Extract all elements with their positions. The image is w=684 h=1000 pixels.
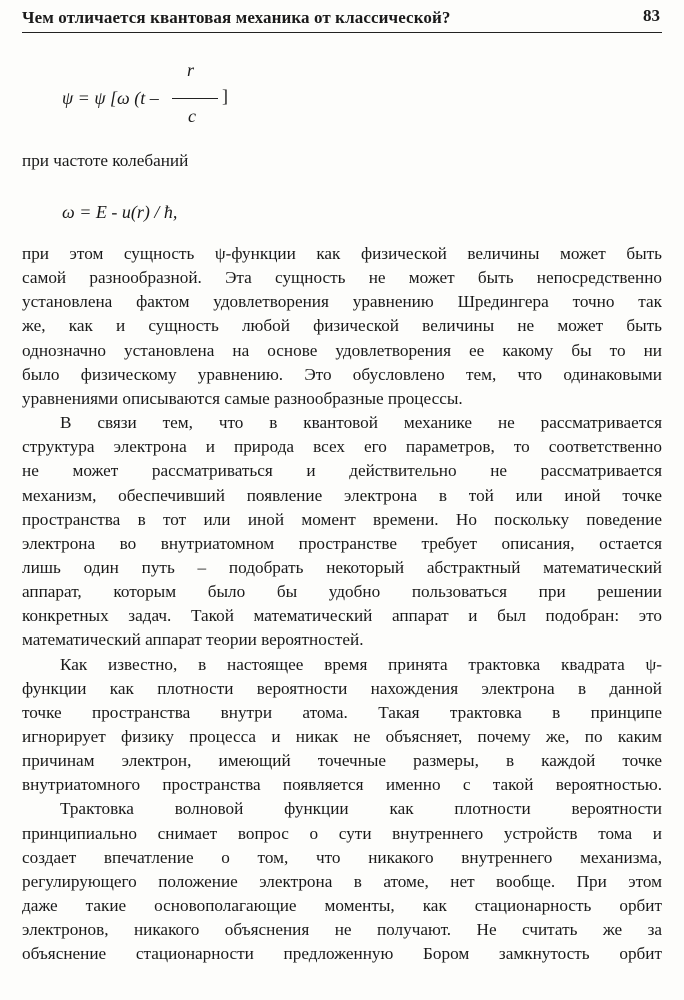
formula1-main: ψ = ψ [ω (t – — [62, 88, 159, 108]
text-line: причинам электрон, имеющий точечные размеры, в каждой точке — [22, 751, 662, 771]
text-line: электронов, никакого объяснения не получают. Не считать же за — [22, 920, 662, 940]
text-line: принципиально снимает вопрос о сути внутреннего устройств тома и — [22, 823, 662, 843]
text-line: было физическому уравнению. Это обусловлено тем, что одинаковыми — [22, 364, 662, 384]
text-line: механизм, обеспечивший появление электрона в той или иной точке — [22, 485, 662, 505]
formula2: ω = E - u(r) / ħ, — [62, 202, 178, 222]
text-line: лишь один путь – подобрать некоторый абстрактный математический — [22, 557, 662, 577]
text-line: аппарат, которым было бы удобно пользоваться при решении — [22, 582, 662, 602]
text-line: не может рассматриваться и действительно не рассматривается — [22, 461, 662, 481]
text-line: установлена фактом удовлетворения уравнению Шредингера точно так — [22, 292, 662, 312]
text-line: при этом сущность ψ-функции как физической величины может быть — [22, 244, 662, 263]
text-line: создает впечатление о том, что никакого внутреннего механизма, — [22, 847, 662, 867]
chapter-title: Чем отличается квантовая механика от классической? — [22, 8, 451, 27]
intro-line: при частоте колебаний — [22, 151, 189, 170]
text-line: конкретных задач. Такой математический аппарат и был подобран: это — [22, 606, 662, 626]
formula1-numerator: r — [187, 60, 195, 80]
page-number: 83 — [643, 6, 660, 25]
formula1-close-bracket: ] — [222, 86, 228, 106]
formula1-denominator: c — [188, 106, 196, 126]
text-line: В связи тем, что в квантовой механике не рассматривается — [60, 413, 662, 433]
text-line: электрона во внутриатомном пространстве требует описания, остается — [22, 533, 662, 553]
text-line: самой разнообразной. Эта сущность не может быть непосредственно — [22, 268, 662, 288]
header-rule — [22, 32, 662, 33]
text-line: Трактовка волновой функции как плотности вероятности — [60, 799, 662, 819]
text-line: внутриатомного пространства появляется именно с такой вероятностью. — [22, 775, 662, 795]
text-line: уравнениями описываются самые разнообразные процессы. — [22, 388, 463, 408]
text-line: объяснение стационарности предложенную Бором замкнутость орбит — [22, 944, 662, 964]
text-line: пространства в тот или иной момент времени. Но поскольку поведение — [22, 509, 662, 529]
text-line: структура электрона и природа всех его параметров, то соответственно — [22, 437, 662, 457]
text-line: Как известно, в настоящее время принята трактовка квадрата ψ- — [60, 654, 662, 674]
running-header — [22, 4, 662, 34]
text-line: же, как и сущность любой физической величины не может быть — [22, 316, 662, 336]
text-line: регулирующего положение электрона в атоме, нет вообще. При этом — [22, 871, 662, 891]
text-line: функции как плотности вероятности нахождения электрона в данной — [22, 678, 662, 698]
text-line: игнорирует физику процесса и никак не объясняет, почему же, по каким — [22, 727, 662, 746]
formula1-fraction-bar — [172, 98, 218, 99]
text-line: точке пространства внутри атома. Такая трактовка в принципе — [22, 702, 662, 722]
text-line: однозначно установлена на основе удовлетворения ее какому бы то ни — [22, 340, 662, 360]
text-line: даже такие основополагающие моменты, как стационарность орбит — [22, 896, 662, 916]
text-line: математический аппарат теории вероятностей. — [22, 630, 364, 650]
